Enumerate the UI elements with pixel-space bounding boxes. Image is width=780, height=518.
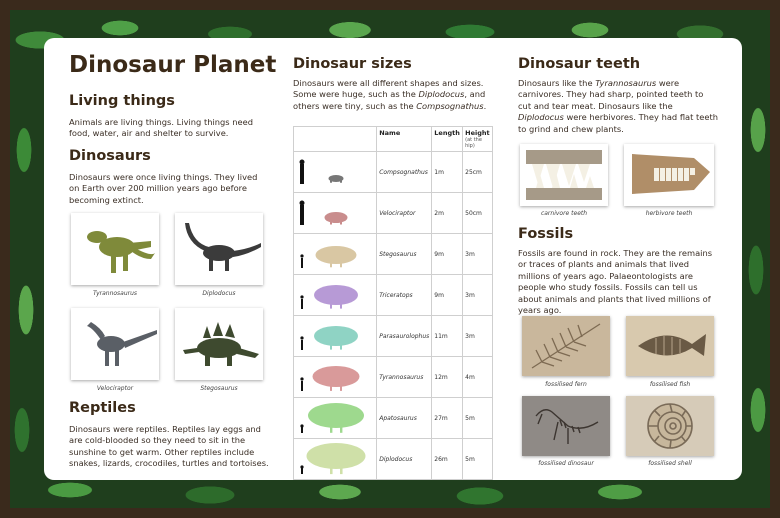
dinosaur-silhouette-cell xyxy=(294,357,377,398)
table-cell-length: 9m xyxy=(432,234,463,275)
table-row xyxy=(294,357,493,398)
fossils-heading: Fossils xyxy=(518,226,574,242)
dinosaur-silhouette-cell xyxy=(294,193,377,234)
dinosaur-silhouette xyxy=(316,246,357,264)
dinosaur-silhouette-cell xyxy=(294,234,377,275)
dinosaur-silhouette xyxy=(314,326,358,346)
carnivore-teeth-image xyxy=(520,144,608,206)
person-scale-icon xyxy=(296,152,374,190)
tyrannosaurus-image xyxy=(71,213,159,285)
dinosaur-sizes-text: Dinosaurs were all different shapes and sizes. Some were huge, such as the Diplodocus, and others were tiny, such as the Compsognathus. xyxy=(293,78,487,111)
tyrannosaurus-caption: Tyrannosaurus xyxy=(92,290,138,297)
diplodocus-caption: Diplodocus xyxy=(202,290,236,297)
dinosaur-sizes-heading: Dinosaur sizes xyxy=(293,56,412,72)
velociraptor-caption: Velociraptor xyxy=(96,385,134,392)
fossilised-fern-image xyxy=(522,316,610,376)
stegosaurus-image xyxy=(175,308,263,380)
table-cell-name: Stegosaurus xyxy=(377,234,432,275)
person-scale-icon xyxy=(296,357,374,395)
dinosaur-silhouette xyxy=(308,403,364,428)
dinosaur-teeth-heading: Dinosaur teeth xyxy=(518,56,641,72)
fossils-text: Fossils are found in rock. They are the remains or traces of plants and animals that lived millions of years ago. Palaeontologists are people who study fossils. Fossils can tell us about animals and plants that lived millions of years ago. xyxy=(518,248,713,316)
table-cell-name: Parasaurolophus xyxy=(377,316,432,357)
table-row xyxy=(294,439,493,480)
table-cell-height: 3m xyxy=(463,234,493,275)
velociraptor-image xyxy=(71,308,159,380)
dinosaur-silhouette xyxy=(307,443,366,469)
table-row xyxy=(294,152,493,193)
table-cell-length: 27m xyxy=(432,398,463,439)
table-row xyxy=(294,234,493,275)
dinosaur-silhouette-cell xyxy=(294,152,377,193)
table-cell-name: Tyrannosaurus xyxy=(377,357,432,398)
table-cell-height: 25cm xyxy=(463,152,493,193)
table-cell-length: 1m xyxy=(432,152,463,193)
table-cell-length: 12m xyxy=(432,357,463,398)
table-cell-name: Apatosaurus xyxy=(377,398,432,439)
table-cell-height: 5m xyxy=(463,439,493,480)
stegosaurus-caption: Stegosaurus xyxy=(200,385,238,392)
dinosaurs-heading: Dinosaurs xyxy=(69,148,151,164)
table-row xyxy=(294,398,493,439)
table-cell-height: 4m xyxy=(463,357,493,398)
dinosaur-silhouette xyxy=(313,366,360,387)
herbivore-teeth-caption: herbivore teeth xyxy=(645,210,693,217)
person-scale-icon xyxy=(296,439,374,477)
table-row xyxy=(294,275,493,316)
table-row xyxy=(294,316,493,357)
carnivore-teeth-caption: carnivore teeth xyxy=(540,210,588,217)
table-cell-height: 3m xyxy=(463,275,493,316)
table-header-length: Length xyxy=(432,127,463,152)
person-scale-icon xyxy=(296,193,374,231)
table-cell-length: 2m xyxy=(432,193,463,234)
table-row xyxy=(294,193,493,234)
table-cell-length: 26m xyxy=(432,439,463,480)
fossilised-fish-caption: fossilised fish xyxy=(649,381,691,388)
reptiles-text: Dinosaurs were reptiles. Reptiles lay eggs and are cold-blooded so they need to sit in the sunshine to get warm. Other reptiles include snakes, lizards, crocodiles, turtles and tortoises. xyxy=(69,424,269,469)
table-cell-length: 9m xyxy=(432,275,463,316)
diplodocus-image xyxy=(175,213,263,285)
table-header-name: Name xyxy=(377,127,432,152)
table-cell-height: 3m xyxy=(463,316,493,357)
dinosaur-silhouette-cell xyxy=(294,439,377,480)
poster-card xyxy=(44,38,742,480)
herbivore-teeth-image xyxy=(624,144,714,206)
person-scale-icon xyxy=(296,275,374,313)
dinosaur-teeth-text: Dinosaurs like the Tyrannosaurus were carnivores. They had sharp, pointed teeth to cut and tear meat. Dinosaurs like the Diplodocus were herbivores. They had flat teeth to grind and chew plants. xyxy=(518,78,718,134)
table-image-header xyxy=(294,127,377,152)
table-cell-length: 11m xyxy=(432,316,463,357)
fossilised-fish-image xyxy=(626,316,714,376)
dinosaur-silhouette-cell xyxy=(294,275,377,316)
table-cell-name: Triceratops xyxy=(377,275,432,316)
table-header-height: Height (at the hip) xyxy=(463,127,493,152)
person-scale-icon xyxy=(296,234,374,272)
living-things-heading: Living things xyxy=(69,93,175,109)
person-scale-icon xyxy=(296,398,374,436)
dinosaur-silhouette-cell xyxy=(294,316,377,357)
dinosaurs-text: Dinosaurs were once living things. They lived on Earth over 200 million years ago before becoming extinct. xyxy=(69,172,258,205)
table-cell-name: Velociraptor xyxy=(377,193,432,234)
dinosaur-silhouette xyxy=(314,285,358,305)
table-cell-name: Diplodocus xyxy=(377,439,432,480)
dinosaur-silhouette-cell xyxy=(294,398,377,439)
dinosaur-sizes-table xyxy=(293,126,493,480)
table-cell-name: Compsognathus xyxy=(377,152,432,193)
fossilised-dinosaur-caption: fossilised dinosaur xyxy=(538,460,594,467)
table-cell-height: 5m xyxy=(463,398,493,439)
person-scale-icon xyxy=(296,316,374,354)
living-things-text: Animals are living things. Living things need food, water, air and shelter to survive. xyxy=(69,117,253,139)
fossilised-dinosaur-image xyxy=(522,396,610,456)
table-cell-height: 50cm xyxy=(463,193,493,234)
dinosaur-silhouette xyxy=(325,212,348,223)
fossilised-shell-caption: fossilised shell xyxy=(648,460,692,467)
fossilised-fern-caption: fossilised fern xyxy=(545,381,587,388)
reptiles-heading: Reptiles xyxy=(69,400,136,416)
fossilised-shell-image xyxy=(626,396,714,456)
poster-title: Dinosaur Planet xyxy=(69,52,277,78)
